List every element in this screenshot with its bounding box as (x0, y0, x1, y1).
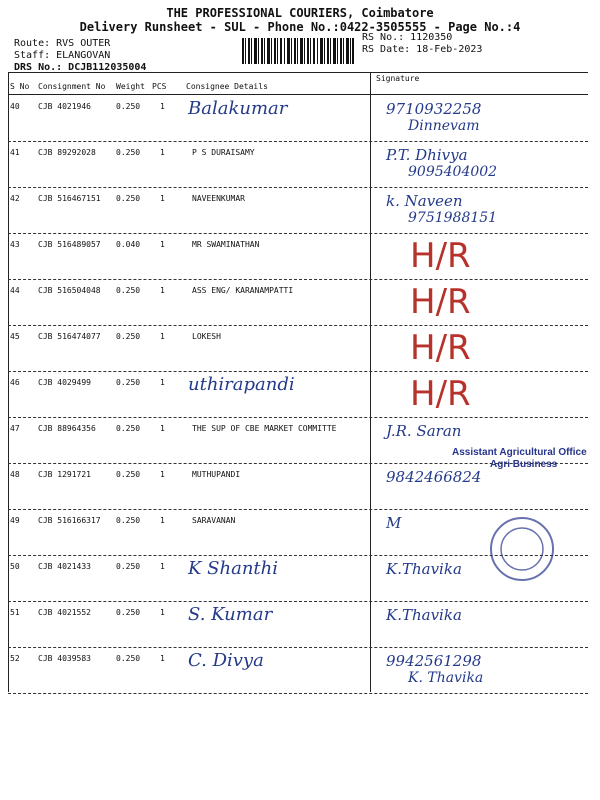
row-pcs: 1 (160, 240, 165, 249)
row-sno: 48 (10, 470, 20, 479)
row-pcs: 1 (160, 378, 165, 387)
row-signature: J.R. Saran (386, 422, 462, 440)
row-consignment: CJB 4039583 (38, 654, 91, 663)
table-top-border (8, 72, 588, 73)
row-weight: 0.250 (116, 424, 141, 433)
row-weight: 0.250 (116, 148, 141, 157)
row-pcs: 1 (160, 654, 165, 663)
row-sno: 47 (10, 424, 20, 433)
row-pcs: 1 (160, 516, 165, 525)
row-consignee-handwritten: K Shanthi (188, 558, 278, 579)
col-pcs: PCS (152, 82, 167, 91)
row-signature: H/R (410, 236, 471, 276)
row-weight: 0.250 (116, 286, 141, 295)
row-weight: 0.250 (116, 194, 141, 203)
row-consignment: CJB 4029499 (38, 378, 91, 387)
row-signature: K.Thavika (386, 560, 462, 578)
row-sno: 43 (10, 240, 20, 249)
table-row (8, 142, 588, 188)
row-signature: 9942561298 (386, 652, 482, 670)
row-consignment: CJB 1291721 (38, 470, 91, 479)
row-consignee: MUTHUPANDI (192, 470, 241, 479)
table-row (8, 234, 588, 280)
row-consignee-handwritten: uthirapandi (188, 374, 295, 395)
round-seal (488, 515, 556, 583)
staff-label: Staff: ELANGOVAN (14, 50, 111, 61)
row-consignment: CJB 516166317 (38, 516, 101, 525)
row-weight: 0.250 (116, 470, 141, 479)
row-pcs: 1 (160, 470, 165, 479)
row-consignment: CJB 88964356 (38, 424, 96, 433)
row-consignment: CJB 516467151 (38, 194, 101, 203)
company-title: THE PROFESSIONAL COURIERS, Coimbatore (166, 6, 434, 20)
route-label: Route: RVS OUTER (14, 38, 111, 49)
row-consignee: SARAVANAN (192, 516, 236, 525)
col-consignment: Consignment No (38, 82, 106, 91)
row-consignee: MR SWAMINATHAN (192, 240, 260, 249)
row-pcs: 1 (160, 286, 165, 295)
table-row (8, 372, 588, 418)
table-row (8, 464, 588, 510)
row-weight: 0.250 (116, 102, 141, 111)
barcode (242, 38, 354, 64)
drs-number: DRS No.: DCJB112035004 (14, 62, 147, 73)
row-pcs: 1 (160, 332, 165, 341)
row-sno: 46 (10, 378, 20, 387)
row-signature: M (386, 514, 402, 532)
row-sno: 41 (10, 148, 20, 157)
row-sno: 44 (10, 286, 20, 295)
row-consignment: CJB 4021946 (38, 102, 91, 111)
row-sno: 52 (10, 654, 20, 663)
row-weight: 0.250 (116, 378, 141, 387)
row-sno: 40 (10, 102, 20, 111)
col-signature: Signature (376, 74, 420, 83)
row-consignment: CJB 516489057 (38, 240, 101, 249)
route-info (14, 38, 146, 74)
row-pcs: 1 (160, 102, 165, 111)
row-weight: 0.040 (116, 240, 141, 249)
row-consignee: P S DURAISAMY (192, 148, 255, 157)
row-consignee: LOKESH (192, 332, 221, 341)
row-consignee-handwritten: Balakumar (188, 98, 288, 119)
row-consignee-handwritten: S. Kumar (188, 604, 273, 625)
row-signature: H/R (410, 328, 471, 368)
col-sno: S No (10, 82, 30, 91)
row-consignee: THE SUP OF CBE MARKET COMMITTE (192, 424, 337, 433)
table-row (8, 280, 588, 326)
rs-date: RS Date: 18-Feb-2023 (362, 44, 483, 55)
row-weight: 0.250 (116, 562, 141, 571)
row-consignment: CJB 4021433 (38, 562, 91, 571)
row-weight: 0.250 (116, 654, 141, 663)
row-signature: k. Naveen (386, 192, 463, 210)
table-row (8, 96, 588, 142)
row-divider (8, 693, 588, 694)
row-consignment: CJB 516474077 (38, 332, 101, 341)
row-signature-extra: 9095404002 (408, 164, 498, 180)
row-signature-extra: Dinnevam (408, 118, 480, 134)
row-signature: K.Thavika (386, 606, 462, 624)
row-sno: 50 (10, 562, 20, 571)
row-weight: 0.250 (116, 332, 141, 341)
row-consignee-handwritten: C. Divya (188, 650, 264, 671)
row-pcs: 1 (160, 194, 165, 203)
row-consignment: CJB 89292028 (38, 148, 96, 157)
row-consignee: NAVEENKUMAR (192, 194, 245, 203)
row-signature: P.T. Dhivya (386, 146, 468, 164)
row-sno: 45 (10, 332, 20, 341)
row-sno: 51 (10, 608, 20, 617)
row-signature: H/R (410, 282, 471, 322)
column-headers (8, 74, 588, 96)
row-signature-extra: K. Thavika (408, 670, 484, 686)
row-signature: 9842466824 (386, 468, 482, 486)
row-signature: 9710932258 (386, 100, 482, 118)
rs-info (362, 32, 482, 56)
row-consignee: ASS ENG/ KARANAMPATTI (192, 286, 294, 295)
table-row (8, 648, 588, 694)
table-row (8, 188, 588, 234)
stamp-line-2: Agri Business (490, 459, 558, 470)
col-weight: Weight (116, 82, 145, 91)
row-pcs: 1 (160, 424, 165, 433)
rs-number: RS No.: 1120350 (362, 32, 453, 43)
row-consignment: CJB 516504048 (38, 286, 101, 295)
row-sno: 42 (10, 194, 20, 203)
row-pcs: 1 (160, 148, 165, 157)
row-pcs: 1 (160, 608, 165, 617)
col-consignee: Consignee Details (186, 82, 268, 91)
row-weight: 0.250 (116, 608, 141, 617)
row-consignment: CJB 4021552 (38, 608, 91, 617)
row-weight: 0.250 (116, 516, 141, 525)
row-signature: H/R (410, 374, 471, 414)
runsheet-subtitle: Delivery Runsheet - SUL - Phone No.:0422-3505555 - Page No.:4 (79, 20, 521, 34)
stamp-line-1: Assistant Agricultural Office (452, 447, 587, 458)
row-sno: 49 (10, 516, 20, 525)
row-signature-extra: 9751988151 (408, 210, 498, 226)
table-row (8, 602, 588, 648)
row-pcs: 1 (160, 562, 165, 571)
table-row (8, 326, 588, 372)
